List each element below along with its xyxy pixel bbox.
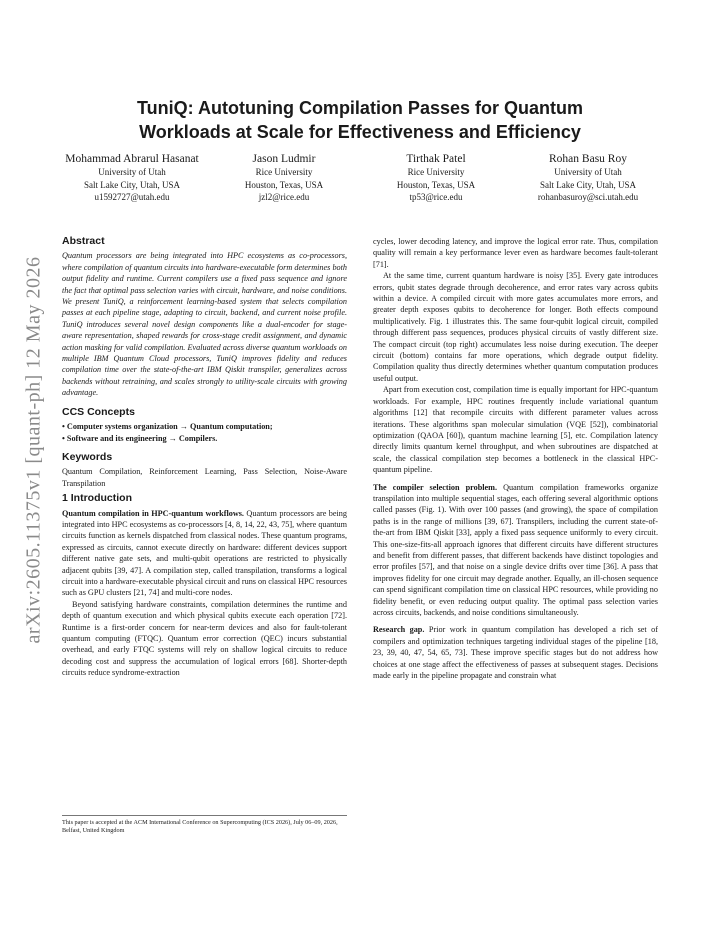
paper-title: TuniQ: Autotuning Compilation Passes for Quantum Workloads at Scale for Effectiveness and Efficiency <box>137 98 583 142</box>
author-location: Houston, Texas, USA <box>244 179 324 190</box>
author-name: Mohammad Abrarul Hasanat <box>65 153 199 165</box>
ccs-concept-2: • Software and its engineering → Compilers. <box>62 433 218 443</box>
author-location: Salt Lake City, Utah, USA <box>84 179 180 190</box>
author-block <box>62 152 658 204</box>
keywords-heading: Keywords <box>62 450 113 463</box>
body-paragraph-1: cycles, lower decoding latency, and improve the logical error rate. Thus, compilation quality will remain a key performance lever even as hardware becomes fault-tolerant [71]. <box>373 237 658 269</box>
body-paragraph-4: The compiler selection problem. Quantum compilation frameworks organize transpilation into multiple sequential stages, each offering several algorithmic options called passes (Fig. 1). With over 100 passes (and growing), the space of compilation paths is in the range of millions [39, 67]. Transpilers, including the current state-of-the-art from IBM Qiskit [33], apply a fixed pass sequence uniformly to every circuit. This one-size-fits-all approach ignores that different circuits have different structures and benefit from different passes, that different backends have distinct topologies and error profiles [57], and that noise on a single device drifts over time [36]. A pass that improves fidelity for one circuit may degrade another. Equally, an ill-chosen sequence can spend significant compilation time on classical HPC resources, while providing no fidelity benefit, or even reducing output quality. The optimal pass selection varies across circuits, backends, and noise conditions simultaneously. <box>373 482 658 617</box>
author-email: u1592727@utah.edu <box>94 192 170 202</box>
paragraph-lead: Research gap. <box>373 625 425 635</box>
author-affiliation: Rice University <box>407 167 465 177</box>
author-name: Rohan Basu Roy <box>549 153 627 165</box>
author-2 <box>214 152 354 204</box>
footnote: This paper is accepted at the ACM International Conference on Supercomputing (ICS 2026), July 06–09, 2026, Belfast, United Kingdom <box>62 815 347 835</box>
ccs-heading: CCS Concepts <box>62 405 135 418</box>
author-3 <box>366 152 506 204</box>
author-email: rohanbasuroy@sci.utah.edu <box>537 192 639 202</box>
author-location: Salt Lake City, Utah, USA <box>540 179 636 190</box>
left-column <box>62 236 347 679</box>
abstract-text: Quantum processors are being integrated into HPC ecosystems as co-processors, where compilation of quantum circuits into hardware-executable form determines both output fidelity and runtime. Current compilers use a fixed pass sequence and ignore the fact that optimal pass selection varies with circuit, hardware, and noise conditions. We present TuniQ, a reinforcement learning-based system that selects compilation passes at each pipeline stage, adapting to circuit, backend, and current noise profile. TuniQ introduces several novel design components like a dual-encoder for stage-aware representation, shaped rewards for cross-stage credit assignment, and dynamic action masking for valid compilation. Evaluated across diverse quantum workloads on multiple IBM Quantum Cloud processors, TuniQ improves fidelity and reduces compilation time over the state-of-the-art IBM Qiskit transpiler, generalizes across backends without retraining, and scales strongly to utility-scale circuits with growing advantage. <box>62 251 347 398</box>
abstract-heading: Abstract <box>62 235 105 247</box>
author-name: Tirthak Patel <box>406 153 466 165</box>
author-affiliation: Rice University <box>255 167 313 177</box>
paragraph-lead: Quantum compilation in HPC-quantum workflows. <box>62 508 244 518</box>
body-paragraph-5: Research gap. Prior work in quantum compilation has developed a rich set of compilers and optimization techniques targeting individual stages of the pipeline [18, 23, 39, 40, 47, 54, 65, 73]. These improve specific stages but do not address how choices at one stage affect the effectiveness of passes at subsequent stages. Decisions made early in the pipeline propagate and constrain what <box>373 625 658 681</box>
right-column <box>373 236 658 681</box>
author-email: tp53@rice.edu <box>409 192 463 202</box>
author-location: Houston, Texas, USA <box>396 179 476 190</box>
author-4 <box>518 152 658 204</box>
body-paragraph-2: At the same time, current quantum hardware is noisy [35]. Every gate introduces errors, qubit states degrade through decoherence, and error rates vary across qubits within a device. A compiled circuit with more gates accumulates more errors, and greater depth exposes qubits to decoherence for longer. Both effects compound multiplicatively. Fig. 1 illustrates this. The same four-qubit logical circuit, compiled through different pass sequences, produces physical circuits of vastly different size. The compact circuit (top right) accumulates less noise during execution. The deeper circuit (bottom) contains far more operations, which degrade output fidelity. Compilation quality thus directly determines whether quantum computation produces useful output. <box>373 271 658 383</box>
author-1 <box>62 152 202 204</box>
keywords-text: Quantum Compilation, Reinforcement Learning, Pass Selection, Noise-Aware Transpilation <box>62 467 347 488</box>
arxiv-stamp: arXiv:2605.11375v1 [quant-ph] 12 May 2026 <box>22 256 45 644</box>
body-paragraph-3: Apart from execution cost, compilation time is equally important for HPC-quantum workloads. For example, HPC routines frequently include variational quantum algorithms [12] that recompile circuits with different parameter values across iterations. These algorithms span molecular simulation (VQE [52]), combinatorial optimization (QAOA [60]), quantum machine learning [5], etc. Compilation latency directly limits quantum kernel throughput, and when subroutines are dispatched at scale, the classical compilation step becomes a bottleneck in the classical HPC-quantum pipeline. <box>373 385 658 475</box>
author-email: jzl2@rice.edu <box>258 192 310 202</box>
introduction-heading: 1 Introduction <box>62 492 132 505</box>
author-name: Jason Ludmir <box>252 153 316 165</box>
paragraph-lead: The compiler selection problem. <box>373 482 498 492</box>
intro-paragraph-1: Quantum compilation in HPC-quantum workflows. Quantum processors are being integrated into HPC ecosystems as co-processors [4, 8, 14, 22, 43, 75], where quantum circuits function as kernels dispatched from classical nodes. These quantum programs, expressed as circuits, cannot execute directly on hardware: different devices support different native gate sets, and multi-qubit operations are restricted to physically adjacent qubits [39, 47]. A compilation step, called transpilation, transforms a logical circuit into a hardware-executable physical circuit and runs on classical HPC resources such as GPU clusters [21, 74] and multi-core nodes. <box>62 508 347 598</box>
author-affiliation: University of Utah <box>98 167 166 177</box>
intro-paragraph-2: Beyond satisfying hardware constraints, compilation determines the runtime and depth of quantum execution and which physical qubits execute each operation [72]. Runtime is a first-order concern for near-term devices and also for fault-tolerant quantum computing (FTQC). Quantum error correction (QEC) incurs substantial overhead, and early FTQC systems will rely on shallow logical circuits to reduce decoding cost and suppress the accumulation of logical errors [68]. Shorter-depth circuits reduce syndrome-extraction <box>62 599 347 678</box>
author-affiliation: University of Utah <box>554 167 622 177</box>
ccs-concept-1: • Computer systems organization → Quantum computation; <box>62 422 273 432</box>
